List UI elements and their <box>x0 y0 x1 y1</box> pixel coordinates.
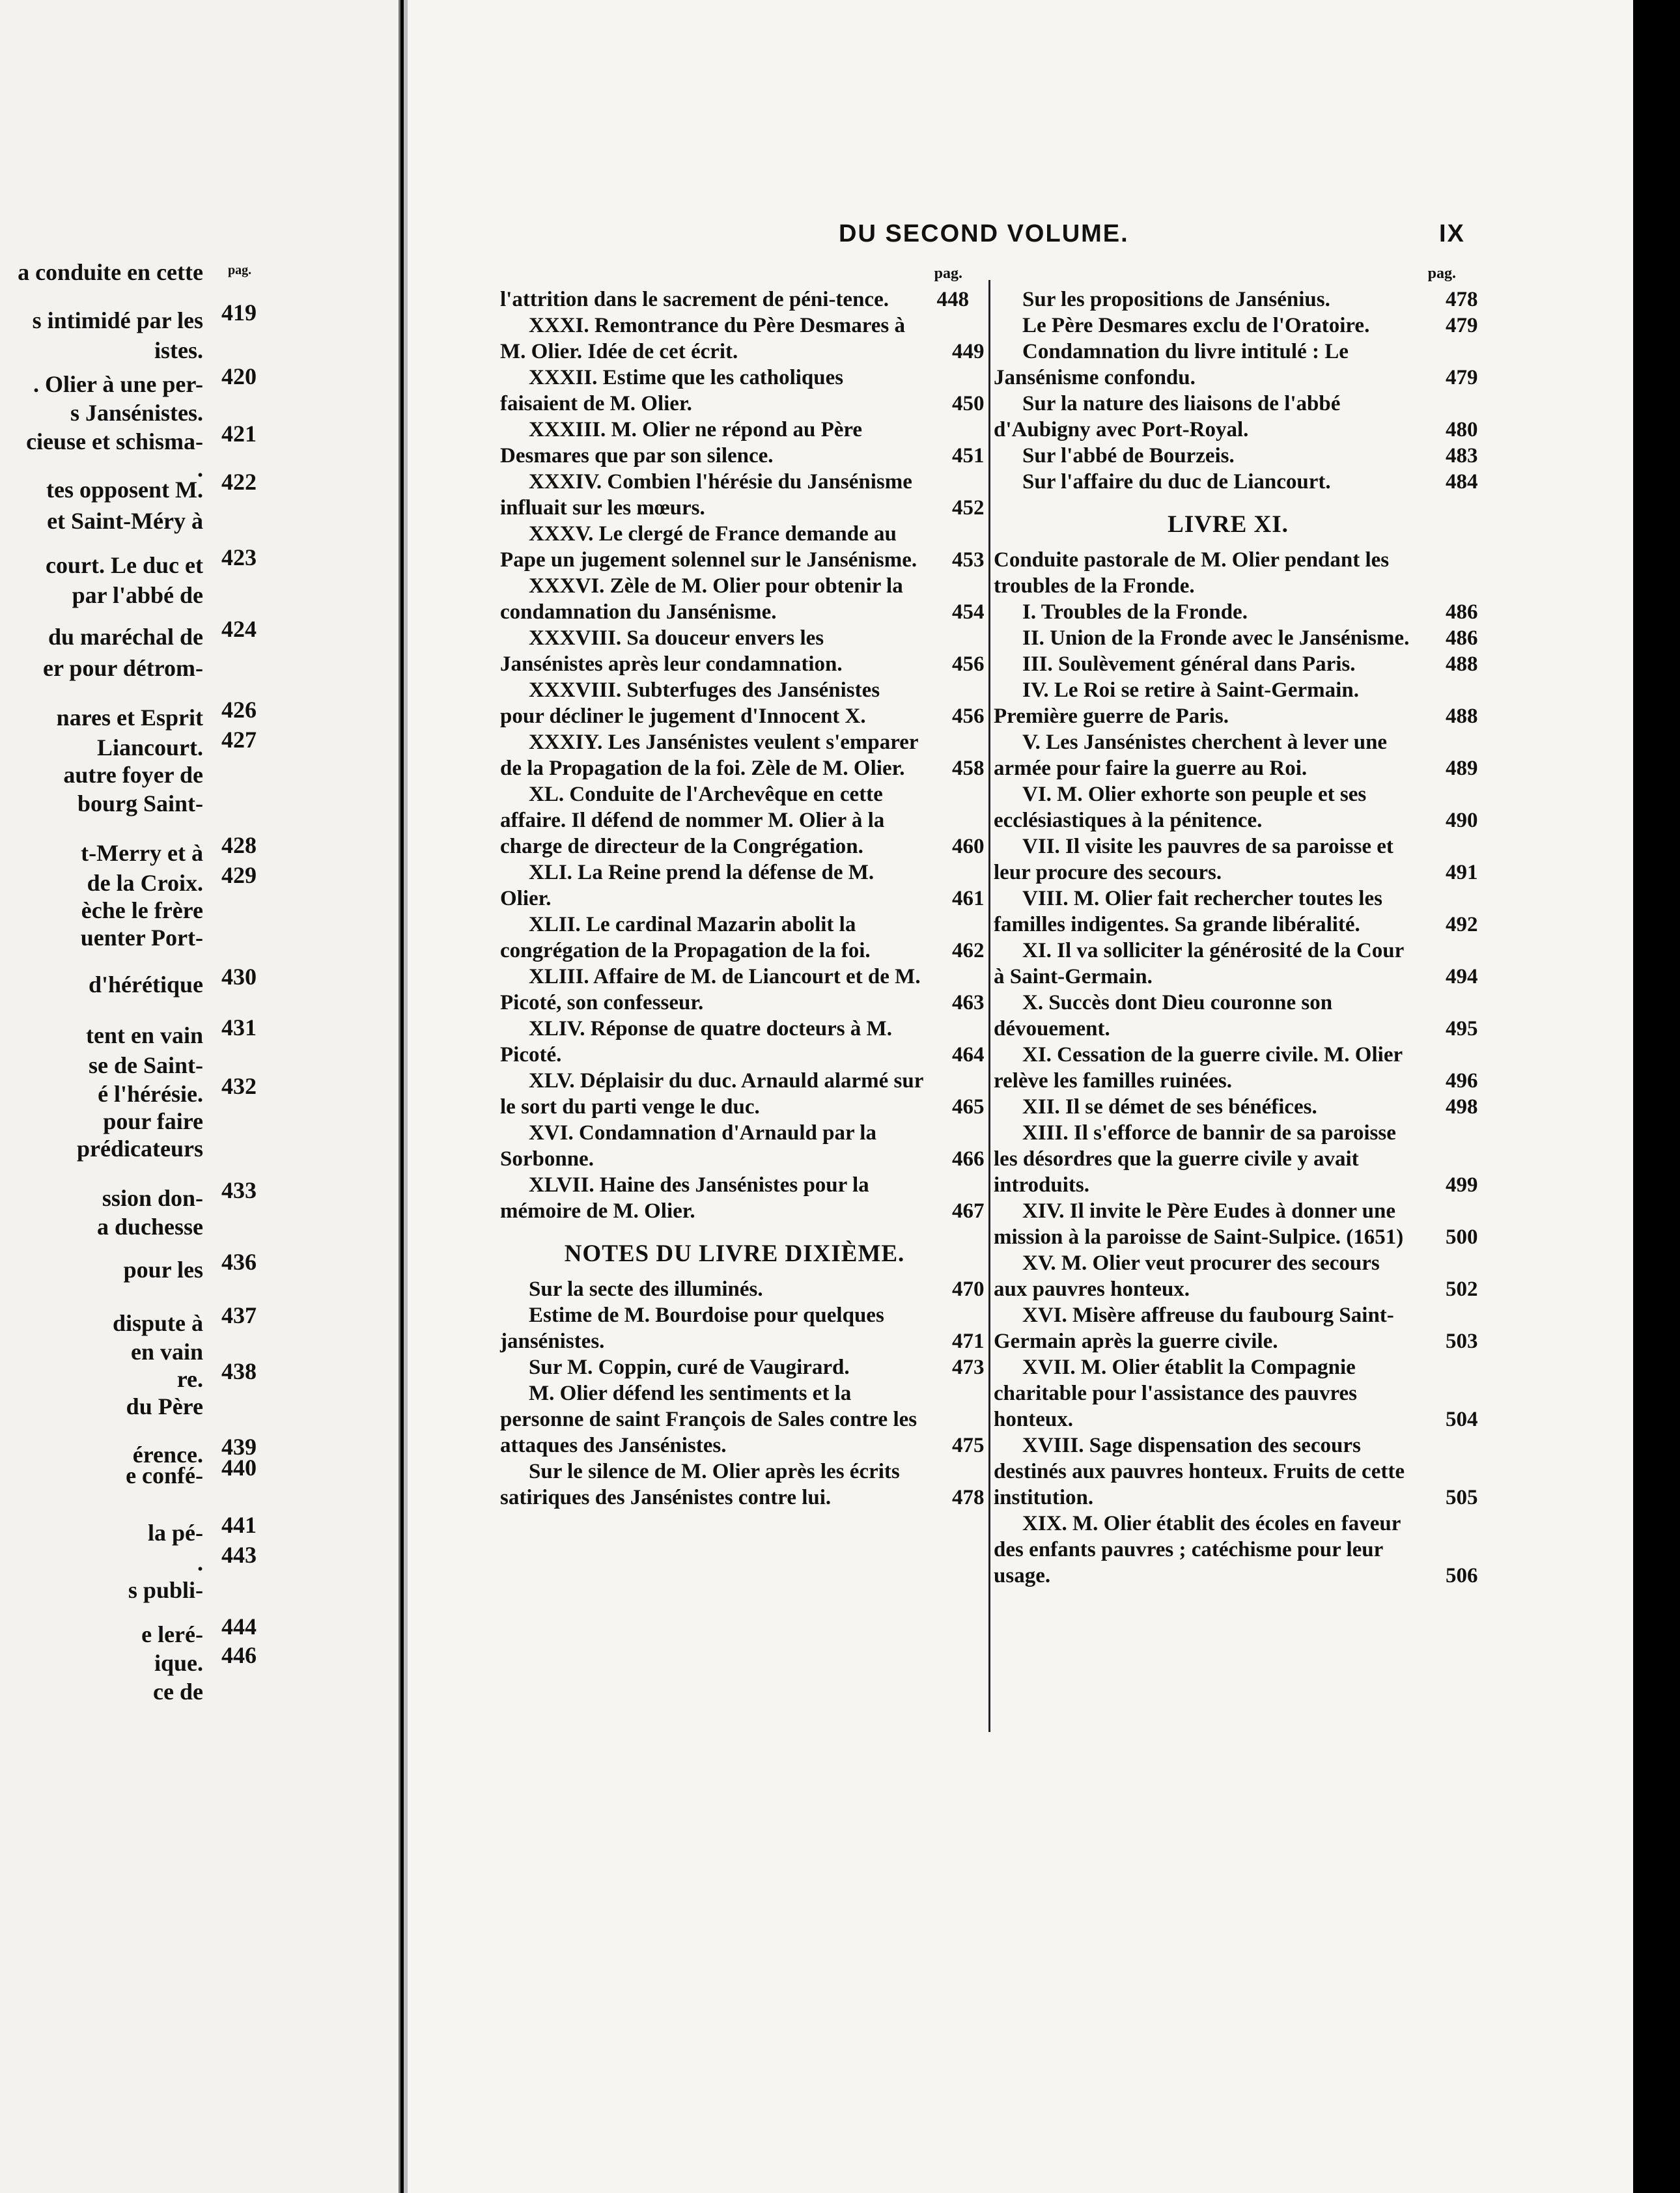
toc-entry <box>994 938 1478 990</box>
toc-entry-text: Sur l'affaire du duc de Liancourt. <box>1022 470 1331 494</box>
left-page-line-number: 429 <box>221 862 257 888</box>
left-page-line: t-Merry et à <box>81 840 203 866</box>
toc-entry-page: 460 <box>952 835 985 858</box>
toc-entry <box>994 599 1478 625</box>
column-pg-label: pag. <box>1427 265 1456 282</box>
left-page-line: prédicateurs <box>77 1136 203 1162</box>
toc-entry <box>500 729 985 781</box>
toc-entry <box>994 625 1478 651</box>
toc-entry-text: XI. Il va solliciter la générosité de la Cour à Saint-Germain. <box>994 939 1404 988</box>
toc-entry-text: XLII. Le cardinal Mazarin abolit la congrégation de la Propagation de la foi. <box>500 913 871 962</box>
left-page-line: er pour détrom- <box>43 655 203 681</box>
left-page-line: èche le frère <box>81 897 203 923</box>
left-page-line: tes opposent M. <box>46 477 203 503</box>
left-page-line-number: 439 <box>221 1434 257 1460</box>
toc-column-left <box>500 265 985 1511</box>
toc-entry <box>500 313 985 365</box>
left-page-line: en vain <box>130 1339 203 1365</box>
toc-entry-page: 494 <box>1446 965 1478 988</box>
toc-entry <box>994 339 1478 391</box>
left-page-line-number: 426 <box>221 697 257 723</box>
toc-entry-page: 478 <box>952 1486 985 1509</box>
toc-entry-text: XII. Il se démet de ses bénéfices. <box>1022 1095 1317 1119</box>
left-page-line-number: 427 <box>221 727 257 753</box>
toc-entry-text: XXXIY. Les Jansénistes veulent s'emparer de la Propagation de la foi. Zèle de M. Olier. <box>500 731 918 780</box>
toc-entry <box>994 833 1478 886</box>
toc-entries-right <box>994 599 1478 1589</box>
toc-entry-page: 475 <box>952 1434 985 1457</box>
toc-entry-page: 498 <box>1446 1095 1478 1119</box>
toc-entry <box>500 1016 985 1068</box>
toc-entry-text: Sur M. Coppin, curé de Vaugirard. <box>529 1356 850 1379</box>
column-pg-label: pag. <box>934 265 962 282</box>
left-page-line-number: 437 <box>221 1302 257 1328</box>
toc-entry <box>500 286 969 313</box>
toc-entry <box>500 1302 985 1354</box>
toc-entry <box>994 729 1478 781</box>
toc-entry-page: 490 <box>1446 809 1478 832</box>
left-page-line: court. Le duc et <box>46 552 203 578</box>
left-page-line: de la Croix. <box>87 870 203 896</box>
toc-entry-text: XIV. Il invite le Père Eudes à donner une mission à la paroisse de Saint-Sulpice. (1651) <box>994 1199 1404 1249</box>
toc-entry-page: 448 <box>936 288 969 311</box>
toc-entry-text: XIII. Il s'efforce de bannir de sa paroisse les désordres que la guerre civile y avait introduits. <box>994 1121 1396 1197</box>
left-page-line: istes. <box>154 337 203 363</box>
left-page-line-number: 438 <box>221 1358 257 1384</box>
toc-entry <box>500 964 985 1016</box>
toc-entry-text: VIII. M. Olier fait rechercher toutes les familles indigentes. Sa grande libéralité. <box>994 887 1382 936</box>
toc-entry <box>994 677 1478 729</box>
left-page-line: a conduite en cette <box>18 259 203 285</box>
left-page-fragment <box>0 0 400 2193</box>
toc-entry <box>994 886 1478 938</box>
toc-entry-page: 466 <box>952 1147 985 1171</box>
toc-column-right <box>994 265 1478 1589</box>
toc-entry-text: l'attrition dans le sacrement de péni-tence. <box>500 288 889 311</box>
toc-entry <box>994 313 1478 339</box>
toc-entry <box>500 912 985 964</box>
toc-entry-text: Condamnation du livre intitulé : Le Jansénisme confondu. <box>994 340 1349 389</box>
notes-heading: NOTES DU LIVRE DIXIÈME. <box>564 1240 905 1267</box>
toc-entry-text: IV. Le Roi se retire à Saint-Germain. Première guerre de Paris. <box>994 678 1359 728</box>
toc-entry-page: 454 <box>952 600 985 624</box>
toc-entry <box>994 469 1478 495</box>
toc-entry-text: VII. Il visite les pauvres de sa paroisse et leur procure des secours. <box>994 835 1393 884</box>
left-page-line: nares et Esprit <box>56 705 203 731</box>
left-page-line: ique. <box>154 1650 203 1676</box>
left-page-line: par l'abbé de <box>72 582 203 608</box>
toc-entry-text: XXXIV. Combien l'hérésie du Jansénisme influait sur les mœurs. <box>500 470 912 520</box>
toc-entry <box>994 1042 1478 1094</box>
left-page-line: é l'hérésie. <box>98 1081 203 1107</box>
left-page-line: se de Saint- <box>88 1052 203 1078</box>
left-page-line-number: 422 <box>221 469 257 495</box>
toc-entry <box>994 781 1478 833</box>
left-page-line: du maréchal de <box>48 624 203 650</box>
toc-entry-page: 470 <box>952 1278 985 1301</box>
toc-entry-text: XXXIII. M. Olier ne répond au Père Desmares que par son silence. <box>500 418 863 468</box>
left-page-line: et Saint-Méry à <box>47 508 203 534</box>
left-page-line-number: 419 <box>221 300 257 326</box>
page-number: IX <box>1439 220 1465 247</box>
toc-entry <box>994 391 1478 443</box>
toc-entries-left <box>500 286 985 1224</box>
left-page-line-number: 428 <box>221 832 257 858</box>
left-page-line-number: 443 <box>221 1542 257 1568</box>
left-page-line: . <box>197 1550 203 1576</box>
toc-entry <box>500 625 985 677</box>
livre-heading: LIVRE XI. <box>1168 511 1289 538</box>
livre-intro: Conduite pastorale de M. Olier pendant les troubles de la Fronde. <box>994 548 1390 598</box>
toc-entry-page: 486 <box>1446 626 1478 650</box>
toc-entry-text: Estime de M. Bourdoise pour quelques jansénistes. <box>500 1304 884 1353</box>
left-page-line-number: 423 <box>221 544 257 570</box>
toc-entry-page: 451 <box>952 444 985 468</box>
toc-entry-page: 491 <box>1446 861 1478 884</box>
toc-entry <box>994 1250 1478 1302</box>
toc-entry <box>500 417 985 469</box>
toc-entry <box>994 990 1478 1042</box>
left-page-line-number: 441 <box>221 1512 257 1538</box>
toc-entry-page: 464 <box>952 1043 985 1067</box>
toc-entry-page: 479 <box>1446 366 1478 389</box>
left-page-line: du Père <box>126 1393 203 1419</box>
toc-entry-page: 496 <box>1446 1069 1478 1093</box>
toc-entry-page: 503 <box>1446 1330 1478 1353</box>
toc-entry <box>500 1380 985 1459</box>
column-divider <box>988 280 990 1732</box>
toc-entry <box>994 651 1478 677</box>
toc-entry-text: XXXVI. Zèle de M. Olier pour obtenir la condamnation du Jansénisme. <box>500 574 903 624</box>
toc-entry-text: I. Troubles de la Fronde. <box>1022 600 1248 624</box>
toc-entry-page: 480 <box>1446 418 1478 441</box>
toc-entry <box>500 521 985 573</box>
left-page-line-number: 424 <box>221 616 257 642</box>
toc-entry-text: XXXVIII. Subterfuges des Jansénistes pour décliner le jugement d'Innocent X. <box>500 678 880 728</box>
toc-entry-text: Sur la secte des illuminés. <box>529 1278 763 1301</box>
toc-entry <box>994 1354 1478 1432</box>
toc-entry <box>500 1120 985 1172</box>
left-page-line-number: 436 <box>221 1249 257 1275</box>
toc-entry-page: 465 <box>952 1095 985 1119</box>
toc-entry-text: Sur les propositions de Jansénius. <box>1022 288 1330 311</box>
toc-entry <box>994 1094 1478 1120</box>
left-page-line-number: 430 <box>221 964 257 990</box>
toc-entry-text: Sur l'abbé de Bourzeis. <box>1022 444 1235 468</box>
toc-entry-page: 504 <box>1446 1408 1478 1431</box>
left-page-line-number: 420 <box>221 363 257 389</box>
left-page-line: s Jansénistes. <box>70 400 203 426</box>
left-page-line: ce de <box>153 1679 203 1705</box>
toc-entry-page: 462 <box>952 939 985 962</box>
left-page-line-number: 421 <box>221 421 257 447</box>
left-page-line: érence. <box>132 1442 203 1468</box>
left-page-line: dispute à <box>112 1310 203 1336</box>
left-page-line: uenter Port- <box>80 925 203 951</box>
toc-entry-text: XLIV. Réponse de quatre docteurs à M. Picoté. <box>500 1017 892 1067</box>
left-page-line: re. <box>176 1366 203 1392</box>
toc-entry-text: VI. M. Olier exhorte son peuple et ses ecclésiastiques à la pénitence. <box>994 783 1367 832</box>
left-page-line-number: 446 <box>221 1642 257 1668</box>
toc-entry-text: XI. Cessation de la guerre civile. M. Olier relève les familles ruinées. <box>994 1043 1403 1093</box>
toc-entry-page: 484 <box>1446 470 1478 494</box>
toc-entry <box>994 443 1478 469</box>
left-page-line: s intimidé par les <box>32 307 203 333</box>
left-page-line: pour faire <box>103 1108 203 1134</box>
toc-entry-text: XVIII. Sage dispensation des secours destinés aux pauvres honteux. Fruits de cette institution. <box>994 1434 1405 1509</box>
toc-entry-page: 479 <box>1446 314 1478 337</box>
toc-entry-text: XXXVIII. Sa douceur envers les Jansénistes après leur condamnation. <box>500 626 843 676</box>
left-page-line: d'hérétique <box>89 971 203 998</box>
toc-entry-page: 452 <box>952 496 985 520</box>
toc-entry-text: XXXII. Estime que les catholiques faisaient de M. Olier. <box>500 366 844 415</box>
toc-entry-page: 478 <box>1446 288 1478 311</box>
left-page-line: bourg Saint- <box>77 790 203 817</box>
toc-entry <box>500 781 985 859</box>
toc-entry-page: 467 <box>952 1199 985 1223</box>
toc-entry-text: XVI. Misère affreuse du faubourg Saint-Germain après la guerre civile. <box>994 1304 1394 1353</box>
right-page <box>404 0 1633 2193</box>
toc-entry <box>994 1198 1478 1250</box>
left-page-line: la pé- <box>148 1520 203 1546</box>
toc-entry-text: XLI. La Reine prend la défense de M. Olier. <box>500 861 875 910</box>
toc-entry-page: 499 <box>1446 1173 1478 1197</box>
toc-entry-page: 505 <box>1446 1486 1478 1509</box>
toc-entry-page: 492 <box>1446 913 1478 936</box>
toc-entry-page: 458 <box>952 757 985 780</box>
toc-entry-text: Sur la nature des liaisons de l'abbé d'Aubigny avec Port-Royal. <box>994 392 1341 441</box>
toc-entry-page: 456 <box>952 705 985 728</box>
left-page-line: . Olier à une per- <box>33 371 203 397</box>
left-page-line: cieuse et schisma- <box>26 428 203 454</box>
left-page-line: . <box>197 456 203 482</box>
left-page-line-number: 440 <box>221 1455 257 1481</box>
toc-entry-page: 500 <box>1446 1225 1478 1249</box>
left-page-line: a duchesse <box>96 1214 203 1240</box>
left-page-line-number: 444 <box>221 1613 257 1640</box>
toc-entry <box>994 1302 1478 1354</box>
toc-entry-page: 450 <box>952 392 985 415</box>
toc-entry <box>500 365 985 417</box>
toc-entry <box>994 1432 1478 1511</box>
toc-entry-text: M. Olier défend les sentiments et la personne de saint François de Sales contre les attaques des Jansénistes. <box>500 1382 917 1457</box>
toc-entry <box>500 573 985 625</box>
toc-entry-text: XXXV. Le clergé de France demande au Pape un jugement solennel sur le Jansénisme. <box>500 522 917 572</box>
toc-entry-text: XL. Conduite de l'Archevêque en cette affaire. Il défend de nommer M. Olier à la charge de directeur de la Congrégation. <box>500 783 885 858</box>
toc-entry <box>500 1354 985 1380</box>
toc-entry-page: 502 <box>1446 1278 1478 1301</box>
toc-entry-text: X. Succès dont Dieu couronne son dévouement. <box>994 991 1333 1041</box>
left-page-line: e leré- <box>141 1621 203 1647</box>
left-page-line-number: 432 <box>221 1073 257 1099</box>
toc-entry-page: 471 <box>952 1330 985 1353</box>
toc-entry <box>994 1120 1478 1198</box>
toc-entry-page: 461 <box>952 887 985 910</box>
toc-entry <box>500 1172 985 1224</box>
toc-entry-page: 449 <box>952 340 985 363</box>
toc-entry <box>500 677 985 729</box>
left-page-line: e confé- <box>126 1462 203 1488</box>
toc-entry-page: 486 <box>1446 600 1478 624</box>
left-page-line-number: 433 <box>221 1177 257 1203</box>
toc-entry <box>500 1459 985 1511</box>
toc-entry-text: Sur le silence de M. Olier après les écrits satiriques des Jansénistes contre lui. <box>500 1460 900 1509</box>
toc-entry-text: XXXI. Remontrance du Père Desmares à M. Olier. Idée de cet écrit. <box>500 314 905 363</box>
left-page-line: autre foyer de <box>63 762 203 788</box>
left-page-line: ssion don- <box>102 1185 203 1211</box>
notes-entries <box>500 1276 985 1511</box>
toc-entry <box>994 286 1478 313</box>
toc-entry-page: 456 <box>952 652 985 676</box>
running-title: DU SECOND VOLUME. <box>839 220 1129 247</box>
toc-entry-text: Le Père Desmares exclu de l'Oratoire. <box>1022 314 1370 337</box>
left-page-pg-label: pag. <box>228 263 252 277</box>
toc-entry-text: V. Les Jansénistes cherchent à lever une armée pour faire la guerre au Roi. <box>994 731 1388 780</box>
left-page-line-number: 431 <box>221 1014 257 1041</box>
toc-entry-page: 483 <box>1446 444 1478 468</box>
toc-entry-text: II. Union de la Fronde avec le Jansénisme. <box>1022 626 1410 650</box>
toc-entry-text: XVII. M. Olier établit la Compagnie charitable pour l'assistance des pauvres honteux. <box>994 1356 1357 1431</box>
toc-entry <box>500 859 985 912</box>
toc-entry-text: XLVII. Haine des Jansénistes pour la mémoire de M. Olier. <box>500 1173 869 1223</box>
left-page-line: s publi- <box>128 1577 203 1603</box>
toc-entry-text: XVI. Condamnation d'Arnauld par la Sorbonne. <box>500 1121 876 1171</box>
toc-entry <box>500 469 985 521</box>
toc-entry-page: 453 <box>952 548 985 572</box>
left-page-line: tent en vain <box>86 1022 203 1048</box>
toc-entry-text: XV. M. Olier veut procurer des secours aux pauvres honteux. <box>994 1251 1380 1301</box>
toc-entry-text: XIX. M. Olier établit des écoles en faveur des enfants pauvres ; catéchisme pour leur usage. <box>994 1512 1401 1587</box>
toc-entry <box>500 1276 985 1302</box>
toc-entry-page: 488 <box>1446 652 1478 676</box>
toc-entry <box>500 1068 985 1120</box>
toc-entry-page: 473 <box>952 1356 985 1379</box>
left-page-line: Liancourt. <box>96 734 203 761</box>
toc-entry <box>994 1511 1478 1589</box>
toc-entry-page: 488 <box>1446 705 1478 728</box>
notes-entries-continued <box>994 286 1478 495</box>
toc-entry-text: III. Soulèvement général dans Paris. <box>1022 652 1356 676</box>
left-page-line: pour les <box>123 1257 203 1283</box>
toc-entry-page: 495 <box>1446 1017 1478 1041</box>
toc-entry-text: XLV. Déplaisir du duc. Arnauld alarmé sur le sort du parti venge le duc. <box>500 1069 923 1119</box>
toc-entry-page: 489 <box>1446 757 1478 780</box>
toc-entry-page: 506 <box>1446 1564 1478 1587</box>
toc-entry-page: 463 <box>952 991 985 1014</box>
toc-entry-text: XLIII. Affaire de M. de Liancourt et de M. Picoté, son confesseur. <box>500 965 921 1014</box>
